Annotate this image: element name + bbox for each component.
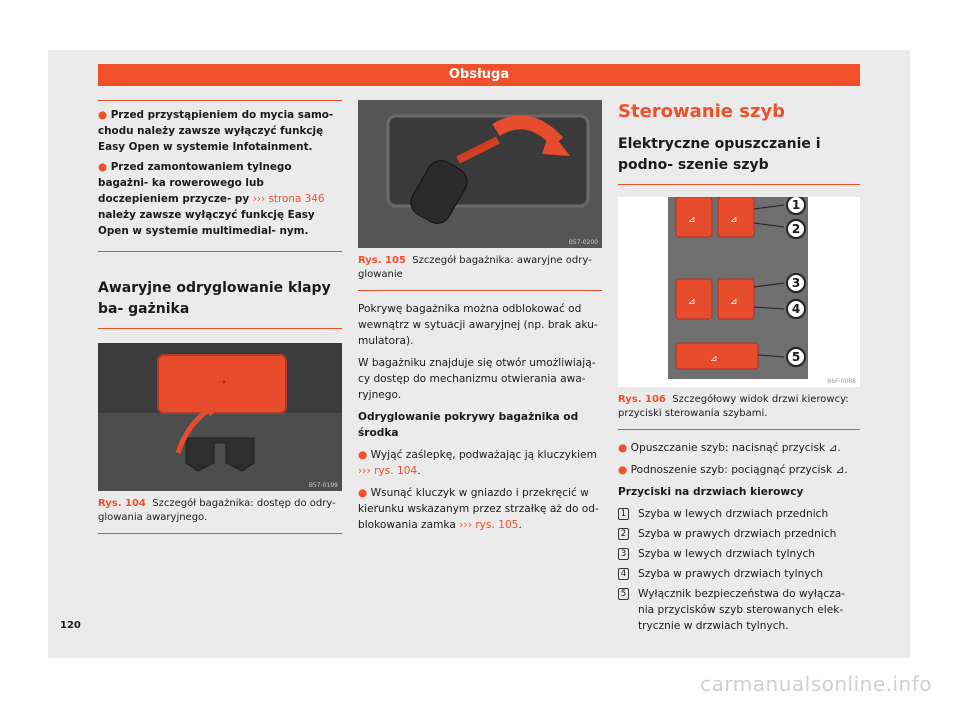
procedure-heading: Odryglowanie pokrywy bagażnika od środka — [358, 411, 579, 439]
window-switch-panel-illustration — [618, 197, 860, 387]
figure-link[interactable]: ››› rys. 105 — [459, 519, 519, 531]
item-number: 2 — [618, 528, 629, 540]
window-down-icon: ⊿ — [828, 442, 838, 454]
bullet-icon: ● — [618, 442, 631, 454]
svg-text:⊿: ⊿ — [710, 354, 718, 364]
section-subtitle: Elektryczne opuszczanie i podno- szenie szyb — [618, 134, 860, 185]
callout-5: 5 — [786, 347, 806, 367]
list-heading: Przyciski na drzwiach kierowcy — [618, 486, 804, 498]
bullet-icon: ● — [618, 464, 631, 476]
item-number: 3 — [618, 548, 629, 560]
item-number: 1 — [618, 508, 629, 520]
figure-code: B57-0199 — [308, 482, 338, 489]
bullet-icon: ● — [98, 109, 111, 121]
page-header: Obsługa — [98, 64, 860, 86]
key-unlock-illustration — [358, 100, 602, 248]
procedure-step: ● Wyjąć zaślepkę, podważając ją kluczykiem ››› rys. 104. — [358, 449, 597, 477]
svg-text:⊿: ⊿ — [730, 215, 738, 225]
figure-caption: Rys. 106 Szczegółowy widok drzwi kierowcy: przyciski sterowania szybami. — [618, 387, 860, 430]
section-main-title: Sterowanie szyb — [618, 101, 786, 122]
figure-caption: Rys. 105 Szczegół bagażnika: awaryjne odry- glowanie — [358, 248, 602, 291]
bullet-item: ● Opuszczanie szyb: nacisnąć przycisk ⊿. — [618, 442, 841, 454]
bullet-icon: ● — [358, 449, 371, 461]
callout-3: 3 — [786, 273, 806, 293]
trunk-cover-illustration — [98, 343, 342, 491]
warning-box — [98, 100, 342, 252]
page-number: 120 — [60, 620, 81, 631]
figure-caption: Rys. 104 Szczegół bagażnika: dostęp do odry- glowania awaryjnego. — [98, 491, 342, 534]
list-item: 2 Szyba w prawych drzwiach przednich — [618, 526, 860, 542]
item-number: 5 — [618, 588, 629, 600]
column-1 — [98, 100, 342, 534]
figure-code: B57-0200 — [568, 239, 598, 246]
column-2 — [358, 100, 602, 539]
watermark: carmanualsonline.info — [700, 672, 932, 696]
item-number: 4 — [618, 568, 629, 580]
callout-2: 2 — [786, 219, 806, 239]
body-text — [618, 440, 860, 500]
svg-text:⇢: ⇢ — [217, 377, 227, 388]
bullet-icon: ● — [358, 487, 371, 499]
callout-4: 4 — [786, 299, 806, 319]
list-item: 4 Szyba w prawych drzwiach tylnych — [618, 566, 860, 582]
warning-item: ● Przed przystąpieniem do mycia samo- chodu należy zawsze wyłączyć funkcję Easy Open w systemie Infotainment. — [98, 109, 334, 153]
list-item: 3 Szyba w lewych drzwiach tylnych — [618, 546, 860, 562]
list-item: 5 Wyłącznik bezpieczeństwa do wyłącza- nia przycisków szyb sterowanych elek- trycznie w drzwiach tylnych. — [618, 586, 860, 634]
column-3 — [618, 100, 860, 638]
figure-code: B6F-0088 — [827, 378, 856, 385]
callout-1: 1 — [786, 197, 806, 215]
svg-text:⊿: ⊿ — [688, 215, 696, 225]
figure-104 — [98, 343, 342, 491]
body-text — [358, 301, 602, 533]
figure-link[interactable]: ››› rys. 104 — [358, 465, 418, 477]
section-title: Awaryjne odryglowanie klapy ba- gażnika — [98, 278, 342, 329]
button-list — [618, 506, 860, 634]
list-item: 1 Szyba w lewych drzwiach przednich — [618, 506, 860, 522]
svg-text:⊿: ⊿ — [730, 297, 738, 307]
warning-item: ● Przed zamontowaniem tylnego bagażni- ka rowerowego lub doczepieniem przycze- py ››› strona 346 należy zawsze wyłączyć funkcję Easy Open w systemie multimedial- nym. — [98, 161, 325, 237]
figure-106 — [618, 197, 860, 387]
procedure-step: ● Wsunąć kluczyk w gniazdo i przekręcić w kierunku wskazanym przez strzałkę aż do od- blokowania zamka ››› rys. 105. — [358, 487, 599, 531]
bullet-item: ● Podnoszenie szyb: pociągnąć przycisk ⊿. — [618, 464, 848, 476]
page-link[interactable]: ››› strona 346 — [252, 193, 325, 205]
figure-105 — [358, 100, 602, 248]
paragraph: Pokrywę bagażnika można odblokować od wewnątrz w sytuacji awaryjnej (np. brak aku- mulatora). — [358, 303, 598, 347]
svg-text:⊿: ⊿ — [688, 297, 696, 307]
window-up-icon: ⊿ — [835, 464, 845, 476]
paragraph: W bagażniku znajduje się otwór umożliwiają- cy dostęp do mechanizmu otwierania awa- ryjnego. — [358, 357, 596, 401]
bullet-icon: ● — [98, 161, 111, 173]
